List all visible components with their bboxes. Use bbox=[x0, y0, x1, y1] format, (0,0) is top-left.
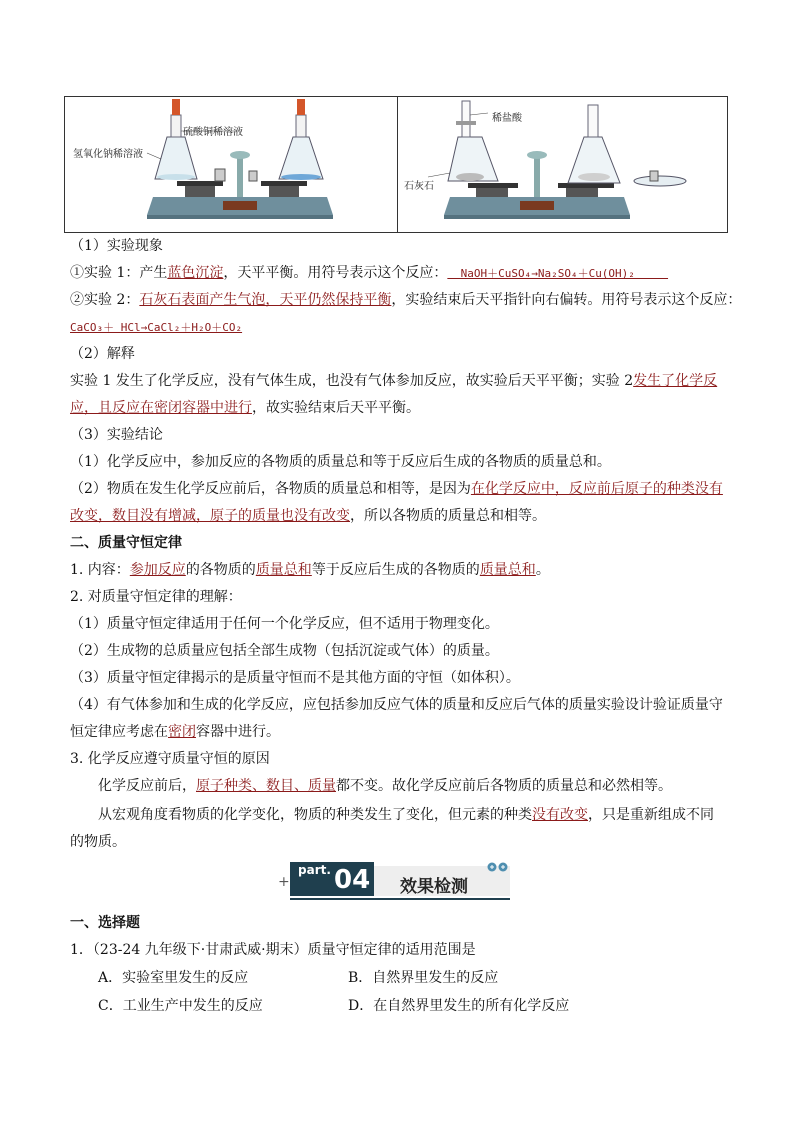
conclusion-item-1: （1）化学反应中，参加反应的各物质的质量总和等于反应后生成的各物质的质量总和。 bbox=[70, 454, 611, 470]
banner-plus: + bbox=[278, 874, 290, 890]
experiment-figure bbox=[64, 96, 728, 233]
conclusion-item-2-line1 bbox=[70, 479, 730, 499]
banner-number-block bbox=[290, 862, 374, 896]
label-sodium-hydroxide: 氢氧化钠稀溶液 bbox=[73, 149, 143, 160]
understand-item-4-line2 bbox=[70, 722, 730, 742]
conclusion-item-2-line2 bbox=[70, 506, 730, 526]
balance-scale-illustration-1 bbox=[65, 97, 398, 234]
banner-title: 效果检测 bbox=[400, 877, 468, 897]
exp1-answer: 蓝色沉淀 bbox=[167, 265, 224, 281]
understand-item-1: （1）质量守恒定律适用于任何一个化学反应，但不适用于物理变化。 bbox=[70, 616, 499, 632]
explain-line-2 bbox=[70, 398, 730, 418]
exp2-equation-line bbox=[70, 317, 730, 338]
conclusion-suffix: ，所以各物质的质量总和相等。 bbox=[350, 508, 546, 524]
reason-line-1 bbox=[98, 776, 758, 796]
banner-underline bbox=[290, 898, 510, 900]
exp1-equation: NaOH＋CuSO₄→Na₂SO₄＋Cu(OH)₂ bbox=[447, 267, 669, 280]
exp2-equation: CaCO₃＋ HCl→CaCl₂＋H₂O＋CO₂ bbox=[70, 321, 243, 334]
explain-line-1 bbox=[70, 371, 730, 391]
r1-prefix: 化学反应前后， bbox=[98, 778, 196, 794]
law-content-prefix: 1. 内容： bbox=[70, 562, 130, 578]
conclusion-prefix: （2）物质在发生化学反应前后，各物质的质量总和相等，是因为 bbox=[70, 481, 471, 497]
heading-law: 二、质量守恒定律 bbox=[70, 535, 182, 551]
label-limestone: 石灰石 bbox=[404, 181, 434, 192]
law-content bbox=[70, 560, 730, 580]
law-answer-2: 质量总和 bbox=[255, 562, 312, 578]
label-hydrochloric-acid: 稀盐酸 bbox=[492, 113, 522, 124]
label-copper-sulfate: 硫酸铜稀溶液 bbox=[183, 127, 243, 138]
law-end: 。 bbox=[535, 562, 550, 578]
u4-suffix: 容器中进行。 bbox=[196, 724, 280, 740]
quiz-heading: 一、选择题 bbox=[70, 915, 140, 931]
understand-heading: 2. 对质量守恒定律的理解： bbox=[70, 589, 242, 605]
exp1-prefix: ①实验 1：产生 bbox=[70, 265, 168, 281]
understand-item-3: （3）质量守恒定律揭示的是质量守恒而不是其他方面的守恒（如体积）。 bbox=[70, 670, 520, 686]
reason-heading: 3. 化学反应遵守质量守恒的原因 bbox=[70, 751, 270, 767]
exp2-line bbox=[70, 290, 742, 310]
banner-number: 04 bbox=[334, 865, 371, 895]
u4-prefix: 恒定律应考虑在 bbox=[70, 724, 168, 740]
r2-suffix: ，只是重新组成不同 bbox=[588, 807, 714, 823]
exp1-mid: ，天平平衡。用符号表示这个反应： bbox=[223, 265, 448, 281]
balance-scale-illustration-2 bbox=[398, 97, 727, 234]
law-answer-1: 参加反应 bbox=[129, 562, 186, 578]
heading-observations: （1）实验现象 bbox=[70, 238, 163, 254]
option-c[interactable]: C．工业生产中发生的反应 bbox=[98, 998, 263, 1014]
explain-prefix: 实验 1 发生了化学反应，没有气体生成，也没有气体参加反应，故实验后天平平衡；实验 2 bbox=[70, 373, 634, 389]
reason-line-3: 的物质。 bbox=[70, 834, 126, 850]
banner-part-label: part. bbox=[298, 863, 331, 877]
r1-suffix: 都不变。故化学反应前后各物质的质量总和必然相等。 bbox=[336, 778, 672, 794]
exp2-suffix: ，实验结束后天平指针向右偏转。用符号表示这个反应： bbox=[391, 292, 742, 308]
understand-item-2: （2）生成物的总质量应包括全部生成物（包括沉淀或气体）的质量。 bbox=[70, 643, 499, 659]
explain-answer-1: 发生了化学反 bbox=[633, 373, 718, 389]
understand-item-4-line1: （4）有气体参加和生成的化学反应，应包括参加反应气体的质量和反应后气体的质量实验设计验证质量守 bbox=[70, 697, 723, 713]
r2-prefix: 从宏观角度看物质的化学变化，物质的种类发生了变化，但元素的种类 bbox=[98, 807, 532, 823]
experiment2-illustration bbox=[398, 97, 727, 232]
section-banner bbox=[278, 860, 514, 904]
law-answer-3: 质量总和 bbox=[479, 562, 536, 578]
u4-answer: 密闭 bbox=[168, 724, 196, 740]
exp2-answer: 石灰石表面产生气泡，天平仍然保持平衡 bbox=[139, 292, 392, 308]
experiment1-illustration bbox=[65, 97, 398, 232]
exp1-line bbox=[70, 263, 730, 284]
heading-conclusion: （3）实验结论 bbox=[70, 427, 163, 443]
r2-answer: 没有改变 bbox=[532, 807, 588, 823]
exp2-prefix: ②实验 2： bbox=[70, 292, 140, 308]
question-1: 1．（23-24 九年级下·甘肃武威·期末）质量守恒定律的适用范围是 bbox=[70, 942, 476, 958]
decor-dots-icon bbox=[486, 860, 510, 874]
law-mid-2: 等于反应后生成的各物质的 bbox=[311, 562, 480, 578]
law-mid-1: 的各物质的 bbox=[185, 562, 256, 578]
conclusion-answer-2: 改变，数目没有增减，原子的质量也没有改变 bbox=[70, 508, 350, 524]
r1-answer: 原子种类、数目、质量 bbox=[196, 778, 336, 794]
explain-suffix: ，故实验结束后天平平衡。 bbox=[252, 400, 420, 416]
option-a[interactable]: A．实验室里发生的反应 bbox=[98, 970, 249, 986]
heading-explanation: （2）解释 bbox=[70, 346, 135, 362]
conclusion-answer-1: 在化学反应中，反应前后原子的种类没有 bbox=[470, 481, 723, 497]
reason-line-2 bbox=[98, 805, 758, 825]
option-b[interactable]: B．自然界里发生的反应 bbox=[348, 970, 499, 986]
explain-answer-2: 应，且反应在密闭容器中进行 bbox=[70, 400, 252, 416]
option-d[interactable]: D．在自然界里发生的所有化学反应 bbox=[348, 998, 570, 1014]
